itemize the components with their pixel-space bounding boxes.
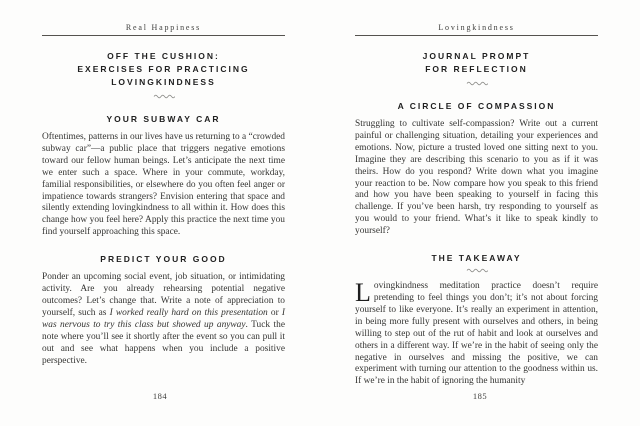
body-paragraph-subway-car: Oftentimes, patterns in our lives have us returning to a “crowded subway car”—a public place that triggers negative emotions toward our fellow human beings. Let’s anticipate the next time we enter such a space. Where in your commute, workday, familial responsibilities, or elsewhere do you often feel anger or impatience towards strangers? Envision entering that space and silently extending lovingkindness to all within it. How does this change how you feel here? Apply this practice the next time you find yourself approaching this space. xyxy=(42,132,285,238)
subsection-heading-predict-your-good: PREDICT YOUR GOOD xyxy=(100,254,227,265)
page-number: 185 xyxy=(472,391,488,401)
chapter-heading-line: LOVINGKINDNESS xyxy=(111,77,216,87)
chapter-heading-line: JOURNAL PROMPT xyxy=(422,51,531,61)
page-number: 184 xyxy=(152,391,168,401)
chapter-heading-line: OFF THE CUSHION: xyxy=(107,51,220,61)
chapter-heading-line: EXERCISES FOR PRACTICING xyxy=(77,64,250,74)
right-page xyxy=(320,0,640,426)
drop-cap: L xyxy=(355,278,371,308)
body-paragraph-the-takeaway xyxy=(355,278,598,388)
running-head: Lovingkindness xyxy=(438,23,515,32)
running-head: Real Happiness xyxy=(125,23,202,32)
wave-ornament-icon xyxy=(355,267,598,273)
wave-ornament-icon xyxy=(355,80,598,86)
subsection-heading-the-takeaway: THE TAKEAWAY xyxy=(431,253,522,264)
header-rule xyxy=(355,35,598,36)
takeaway-text: ovingkindness meditation practice doesn’t require pretending to feel things you don’t; it’s not about forcing yourself to like everyone. It’s really an experiment in attention, in being more fully present with ourselves and others, in being willing to step out of the rut of habit and look at ourselves and others in a different way. If we’re in the habit of seeing only the negative in ourselves and missing the positive, we can experiment with turning our attention to the goodness within us. If we’re in the habit of ignoring the humanity xyxy=(355,281,598,387)
body-paragraph-predict-your-good: Ponder an upcoming social event, job situation, or intimidating activity. Are you already rehearsing potential negative outcomes? Let’s change that. Write a note of appreciation to yourself, such as I worked really hard on this presentation or I was nervous to try this class but showed up anyway. Tuck the note where you’ll see it shortly after the event so you can pull it out and see what happens when you include a positive perspective. xyxy=(42,272,286,366)
chapter-heading xyxy=(42,50,285,89)
chapter-heading-line: FOR REFLECTION xyxy=(425,64,528,74)
subsection-heading-your-subway-car: YOUR SUBWAY CAR xyxy=(106,114,221,124)
subsection-heading-circle-of-compassion: A CIRCLE OF COMPASSION xyxy=(397,101,556,111)
header-rule xyxy=(42,35,285,36)
body-paragraph-circle-of-compassion: Struggling to cultivate self-compassion? Write out a current painful or challenging situation, detailing your experiences and emotions. Now, picture a trusted loved one sitting next to you. Imagine they are describing this scenario to you as if it was theirs. How do you respond? Write down what you imagine your reaction to be. Now compare how you speak to this friend and how you have been speaking to yourself in facing this challenge. If you’ve been harsh, try responding to yourself as you would to your friend. What’s it like to speak kindly to yourself? xyxy=(355,119,598,237)
chapter-heading xyxy=(355,50,598,76)
wave-ornament-icon xyxy=(42,93,285,99)
